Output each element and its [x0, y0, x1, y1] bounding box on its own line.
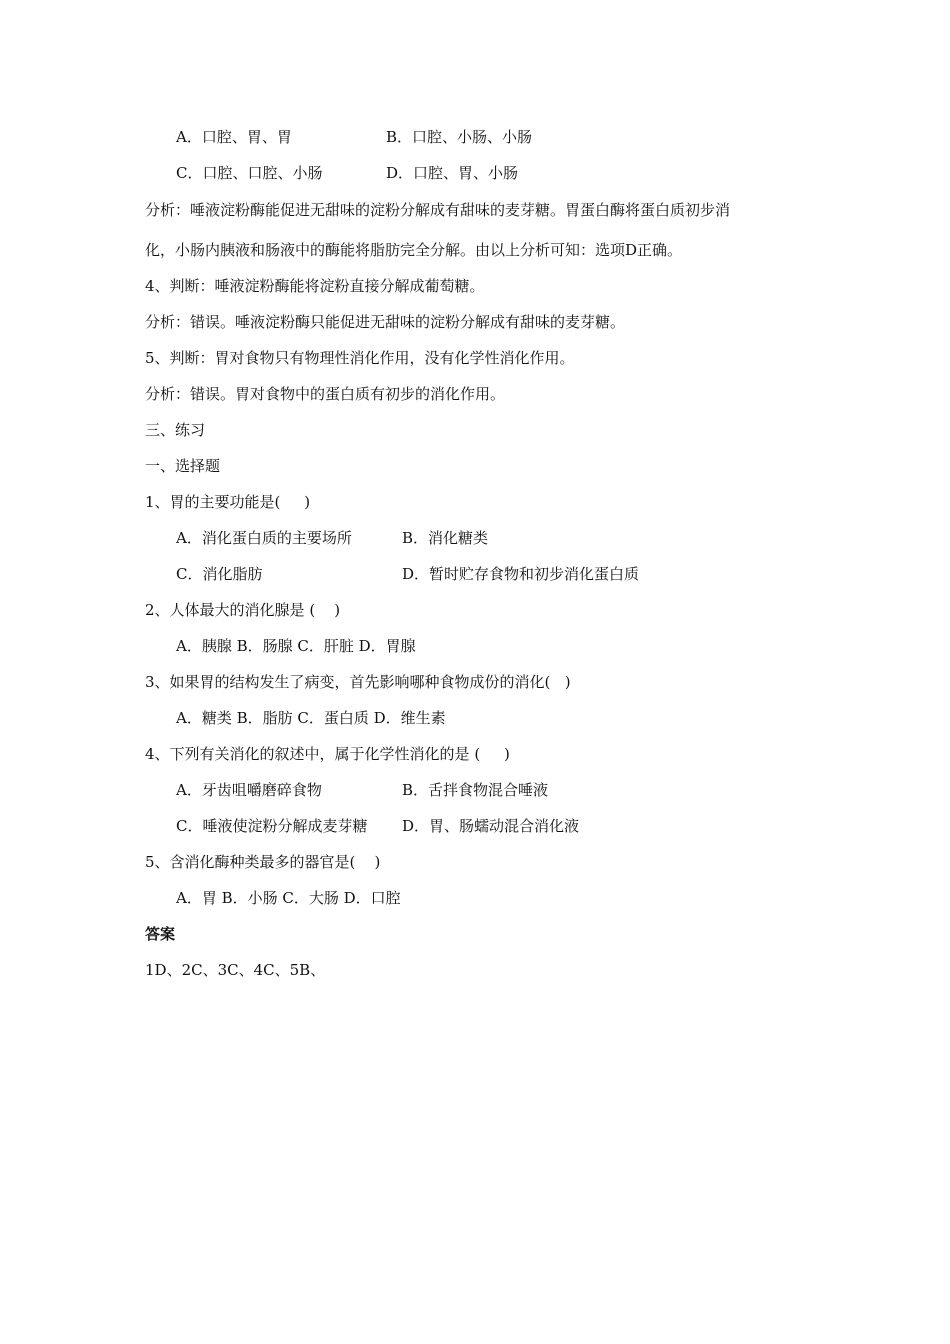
exercise-2-options: A．胰腺 B．肠腺 C．肝脏 D．胃腺	[176, 637, 416, 655]
answers-title: 答案	[145, 925, 176, 943]
q3-option-a: A．口腔、胃、胃	[176, 128, 292, 146]
exercise-4-option-d: D．胃、肠蠕动混合消化液	[402, 817, 580, 835]
q5-analysis: 分析：错误。胃对食物中的蛋白质有初步的消化作用。	[145, 385, 506, 403]
q3-analysis-line1: 分析：唾液淀粉酶能促进无甜味的淀粉分解成有甜味的麦芽糖。胃蛋白酶将蛋白质初步消	[145, 201, 731, 219]
q4-question: 4、判断：唾液淀粉酶能将淀粉直接分解成葡萄糖。	[145, 277, 485, 295]
q5-question: 5、判断：胃对食物只有物理性消化作用，没有化学性消化作用。	[145, 349, 575, 367]
exercise-4-option-a: A．牙齿咀嚼磨碎食物	[176, 781, 322, 799]
exercise-2-question: 2、人体最大的消化腺是 ( )	[145, 601, 341, 619]
q3-analysis-line2: 化，小肠内胰液和肠液中的酶能将脂肪完全分解。由以上分析可知：选项D正确。	[145, 241, 683, 259]
exercise-3-question: 3、如果胃的结构发生了病变，首先影响哪种食物成份的消化( )	[145, 673, 571, 691]
q4-analysis: 分析：错误。唾液淀粉酶只能促进无甜味的淀粉分解成有甜味的麦芽糖。	[145, 313, 626, 331]
exercise-3-options: A．糖类 B．脂肪 C．蛋白质 D．维生素	[176, 709, 446, 727]
section-title: 三、练习	[145, 421, 206, 439]
exercise-5-options: A．胃 B．小肠 C．大肠 D．口腔	[176, 889, 401, 907]
exercise-4-question: 4、下列有关消化的叙述中，属于化学性消化的是 ( )	[145, 745, 510, 763]
answers-text: 1D、2C、3C、4C、5B、	[145, 961, 326, 979]
exercise-4-option-c: C．唾液使淀粉分解成麦芽糖	[176, 817, 368, 835]
subsection-title: 一、选择题	[145, 457, 221, 475]
exercise-5-question: 5、含消化酶种类最多的器官是( )	[145, 853, 381, 871]
exercise-1-question: 1、胃的主要功能是( )	[145, 493, 311, 511]
exercise-1-option-a: A．消化蛋白质的主要场所	[176, 529, 352, 547]
exercise-4-option-b: B．舌拌食物混合唾液	[402, 781, 549, 799]
q3-option-c: C．口腔、口腔、小肠	[176, 164, 323, 182]
q3-option-b: B．口腔、小肠、小肠	[386, 128, 533, 146]
q3-option-d: D．口腔、胃、小肠	[386, 164, 519, 182]
exercise-1-option-d: D．暂时贮存食物和初步消化蛋白质	[402, 565, 640, 583]
exercise-1-option-c: C．消化脂肪	[176, 565, 263, 583]
exercise-1-option-b: B．消化糖类	[402, 529, 489, 547]
